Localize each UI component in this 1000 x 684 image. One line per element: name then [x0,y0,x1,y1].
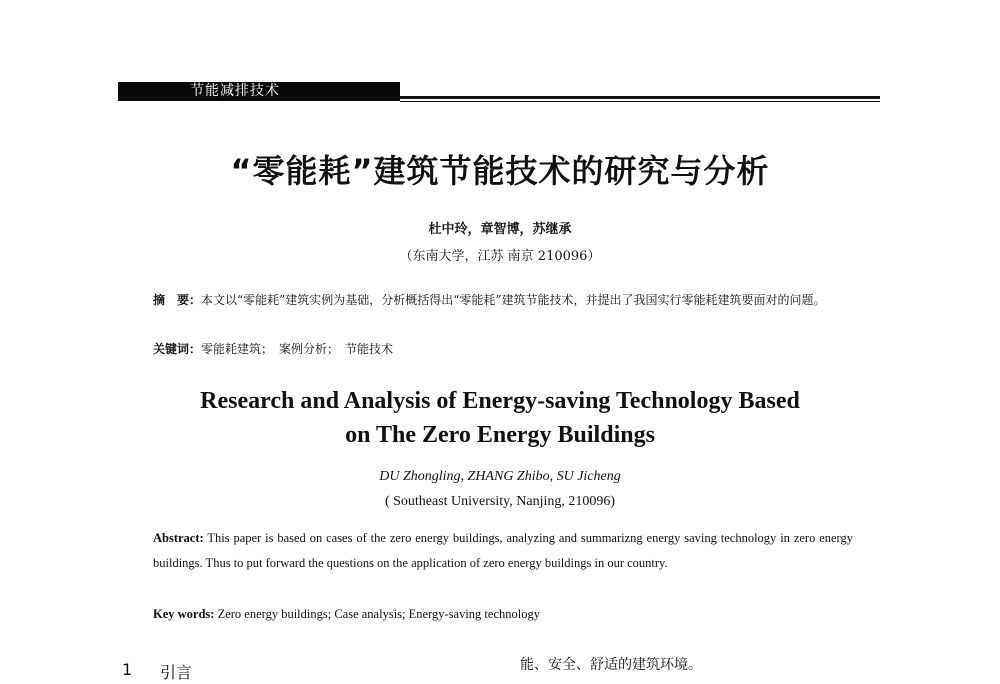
chinese-affiliation: （东南大学，江苏 南京 210096） [399,249,601,264]
english-title-line2: on The Zero Energy Buildings [345,422,655,448]
chinese-authors: 杜中玲，章智博，苏继承 [428,222,572,237]
english-keywords [153,604,853,624]
section-number: 1 [122,660,133,679]
chinese-title: “零能耗”建筑节能技术的研究与分析 [230,152,770,190]
chinese-keywords-text: 零能耗建筑； 案例分析； 节能技术 [201,342,394,356]
english-abstract-label: Abstract: [153,531,204,545]
section-header-label: 节能减排技术 [190,83,280,99]
header-rule-thin [400,101,880,102]
english-affiliation: ( Southeast University, Nanjing, 210096) [384,494,616,509]
english-title-line1: Research and Analysis of Energy-saving Technology Based [200,388,800,414]
english-authors: DU Zhongling, ZHANG Zhibo, SU Jicheng [379,469,621,484]
english-keywords-label: Key words: [153,607,215,621]
english-abstract-text: This paper is based on cases of the zero energy buildings, analyzing and summarizng energy saving technology in zero energy buildings. Thus to put forward the questions on the application of zero energy buildings in our country. [153,531,853,570]
english-keywords-text: Zero energy buildings; Case analysis; Energy-saving technology [214,607,540,621]
header-rule-thick [400,96,880,99]
chinese-keywords [153,339,853,359]
chinese-abstract-label: 摘 要： [153,293,202,307]
chinese-keywords-label: 关键词： [153,342,202,356]
chinese-abstract-text: 本文以“零能耗”建筑实例为基础，分析概括得出“零能耗”建筑节能技术，并提出了我国实行零能耗建筑要面对的问题。 [201,293,826,307]
chinese-abstract [153,288,853,312]
english-abstract [153,526,853,576]
body-text-fragment: 能、安全、舒适的建筑环境。 [520,657,702,673]
section-title: 引言 [160,663,193,682]
english-title [0,384,1000,452]
